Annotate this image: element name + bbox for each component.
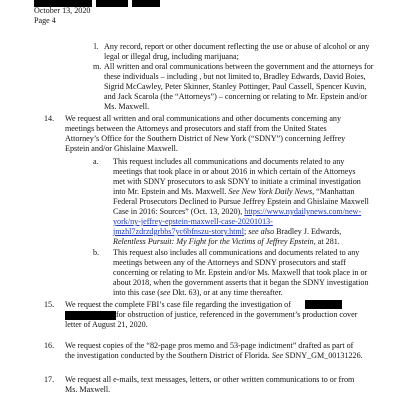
text-segment: , “Manhattan Federal Prosecutors Declined to Pursue Jeffrey Epstein and Ghislaine Maxwell Case in 2016: Sources” (Oct. 13, 2020), [113, 187, 369, 216]
text-segment: Bradley J. Edwards, [274, 227, 342, 236]
text-segment: , at 281. [313, 237, 340, 246]
item-label: l. [94, 42, 99, 51]
item-text [113, 248, 369, 298]
item-label: b. [93, 248, 100, 257]
item-label: 17. [44, 375, 55, 384]
text-segment: We request copies of the “82-page pros memo and 53-page indictment” drafted as part of the investigation conducted by the Southern District of Florida. [65, 341, 354, 360]
citation-see: See [271, 351, 284, 360]
item-label: 15. [44, 300, 55, 309]
item-label: 16. [44, 341, 55, 350]
source-link[interactable]: https://www.nydailynews.com/new-york/ny-jeffrey-epstein-maxwell-case-20201013-jmzhl7zdrzdgrbbs7yc6bfnszu-story.html [113, 207, 362, 236]
redaction-bar [305, 300, 342, 309]
book-title: Relentless Pursuit: My Fight for the Victims of Jeffrey Epstein [113, 237, 314, 246]
item-text: We request all e-mails, text messages, letters, or other written communications to or from Ms. Maxwell. [65, 375, 355, 394]
text-segment: This request includes all communications and documents related to any meetings that took place in or about 2016 in which certain of the Attorneys met with SDNY prosecutors to ask SDNY to initiate a criminal investigation into Mr. Epstein and Ms. Maxwell. [113, 157, 361, 196]
citation-see-also: see also [248, 227, 275, 236]
header-date: October 13, 2020 [34, 6, 91, 15]
item-text [113, 157, 369, 247]
text-segment: Dkt. 63), or at any time thereafter. [170, 288, 283, 297]
item-label: m. [93, 62, 102, 71]
item-text [65, 341, 365, 361]
item-label: a. [93, 157, 99, 166]
text-segment: for obstruction of justice, referenced in the government’s production cover letter of August 21, 2020. [65, 310, 358, 329]
item-text-continued [65, 310, 365, 330]
citation-see: See New York Daily News [228, 187, 313, 196]
text-segment: SDNY_GM_00131226. [283, 351, 363, 360]
text-segment: This request also includes all communications and documents related to any meetings between any of the Attorneys and SDNY prosecutors and staff concerning or relating to Mr. Epstein and/or Ms. Maxwell that took place in or about 2018, when the government asserts that it began the SDNY investigation into this case ( [113, 248, 369, 297]
redaction-bar [132, 0, 160, 7]
citation-see: see [159, 288, 171, 297]
redaction-bar [96, 0, 128, 7]
item-text: We request all written and oral communications and other documents concerning any meetings between the Attorneys and prosecutors and staff from the United States Attorney’s Office for the Southern District of New York (“SDNY”) concerning Jeffrey Epstein and/or Ghislaine Maxwell. [65, 114, 346, 153]
text-segment: ; [243, 227, 249, 236]
item-text: Any record, report or other document reflecting the use or abuse of alcohol or any legal or illegal drug, including marijuana; [104, 42, 370, 61]
item-label: 14. [44, 114, 55, 123]
header-page: Page 4 [34, 16, 56, 25]
item-text: We request the complete FBI’s case file regarding the investigation of [65, 300, 291, 309]
item-text: All written and oral communications between the government and the attorneys for these individuals – including , but not limited to, Bradley Edwards, David Boies, Sigrid McCawley, Peter Skinner, Stanley Pottinger, Paul Cassell, Spencer Kuvin, and Jack Scarola (the “Attorneys”) – concerning or relating to Mr. Epstein and/or Ms. Maxwell. [104, 62, 374, 111]
